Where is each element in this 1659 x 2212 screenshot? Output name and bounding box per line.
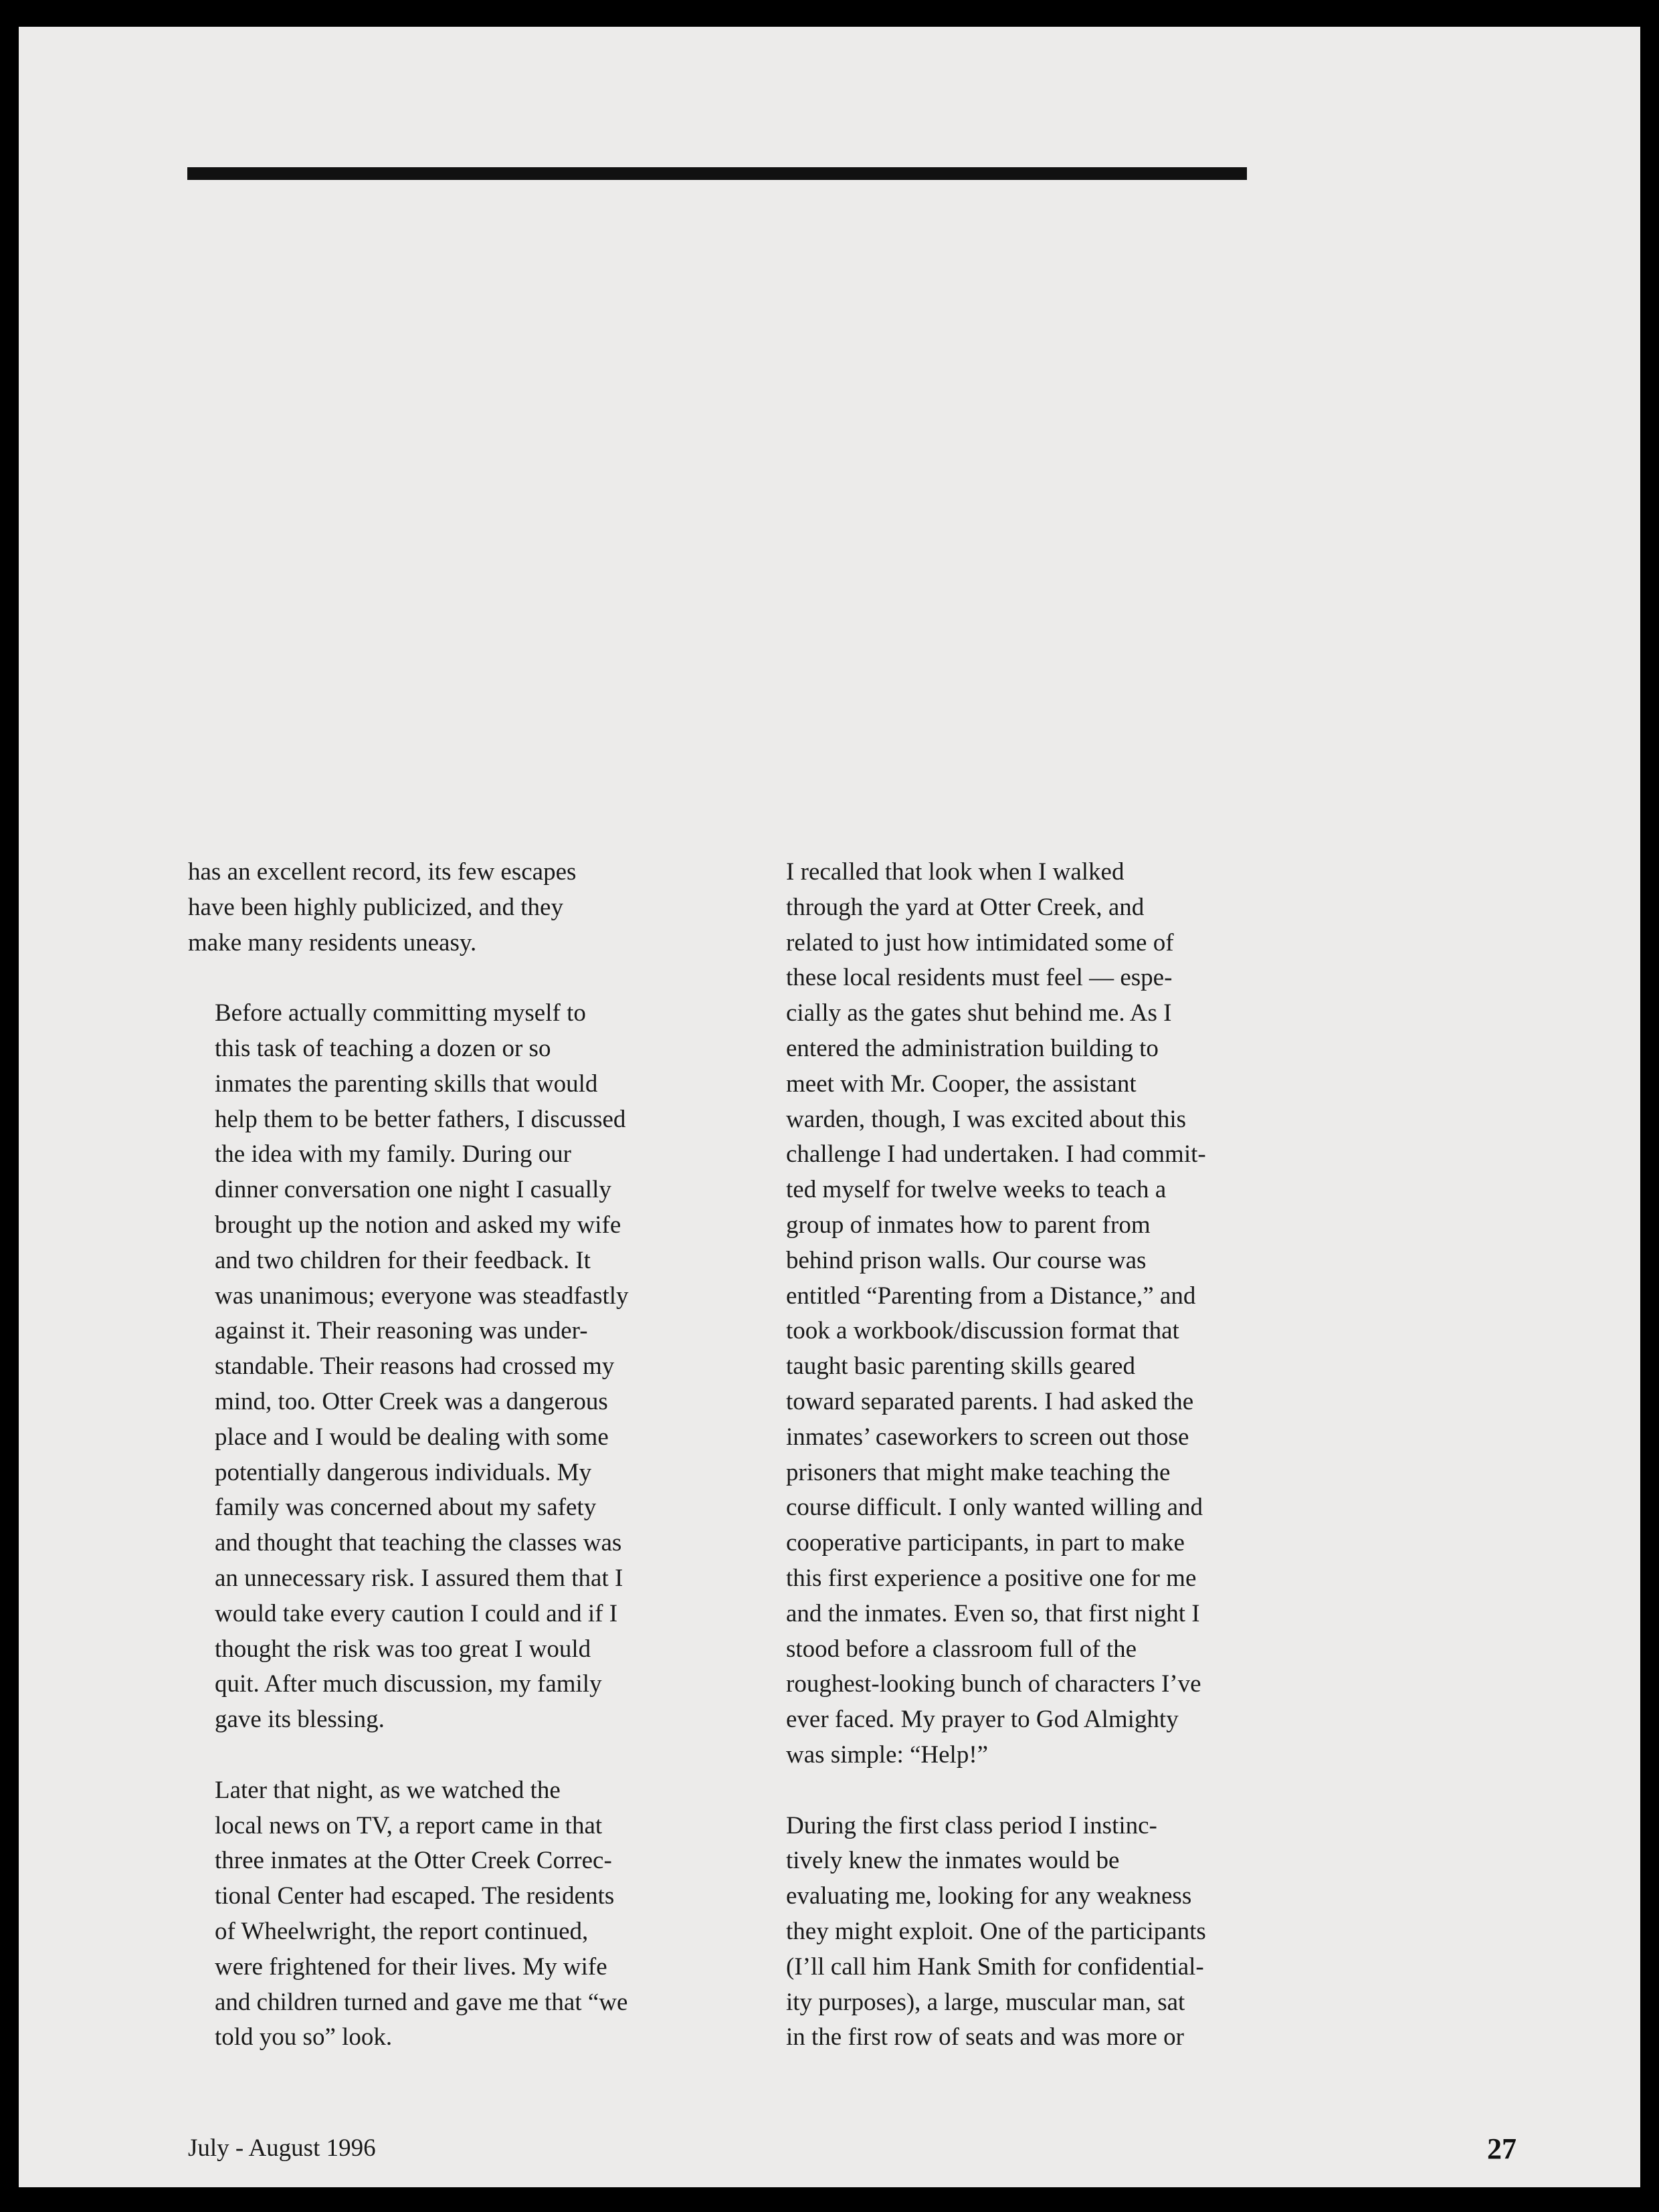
text-line: behind prison walls. Our course was bbox=[786, 1246, 1147, 1274]
text-line: local news on TV, a report came in that bbox=[215, 1811, 603, 1839]
text-line: dinner conversation one night I casually bbox=[215, 1176, 611, 1204]
text-line: mind, too. Otter Creek was a dangerous bbox=[215, 1387, 608, 1415]
text-line: has an excellent record, its few escapes bbox=[188, 858, 577, 886]
text-line: this task of teaching a dozen or so bbox=[215, 1034, 551, 1062]
text-line: through the yard at Otter Creek, and bbox=[786, 893, 1145, 921]
text-line: roughest-looking bunch of characters I’ve bbox=[786, 1670, 1201, 1698]
text-line: potentially dangerous individuals. My bbox=[215, 1458, 592, 1486]
text-line: taught basic parenting skills geared bbox=[786, 1352, 1135, 1381]
text-line: was unanimous; everyone was steadfastly bbox=[215, 1282, 629, 1310]
text-line: stood before a classroom full of the bbox=[786, 1635, 1137, 1663]
right-column bbox=[759, 855, 1228, 2091]
text-line: and the inmates. Even so, that first night I bbox=[786, 1599, 1200, 1627]
text-line: and children turned and gave me that “we bbox=[215, 1988, 628, 2016]
text-line: they might exploit. One of the participants bbox=[786, 1917, 1206, 1945]
text-line: related to just how intimidated some of bbox=[786, 928, 1174, 957]
text-line: During the first class period I instinc- bbox=[786, 1811, 1157, 1839]
text-line: course difficult. I only wanted willing and bbox=[786, 1494, 1203, 1522]
text-line: would take every caution I could and if I bbox=[215, 1599, 618, 1627]
paragraph bbox=[188, 1773, 656, 2055]
text-line: three inmates at the Otter Creek Correc- bbox=[215, 1847, 612, 1875]
text-line: help them to be better fathers, I discussed bbox=[215, 1105, 626, 1133]
text-line: make many residents uneasy. bbox=[188, 928, 477, 957]
text-line: gave its blessing. bbox=[215, 1706, 385, 1734]
text-line: quit. After much discussion, my family bbox=[215, 1670, 602, 1698]
text-line: entitled “Parenting from a Distance,” and bbox=[786, 1282, 1196, 1310]
text-line: and two children for their feedback. It bbox=[215, 1246, 591, 1274]
page-number: 27 bbox=[1487, 2132, 1517, 2165]
text-line: an unnecessary risk. I assured them that I bbox=[215, 1564, 623, 1592]
text-line: prisoners that might make teaching the bbox=[786, 1458, 1171, 1486]
magazine-page bbox=[19, 27, 1640, 2187]
text-line: warden, though, I was excited about this bbox=[786, 1105, 1187, 1133]
text-line: of Wheelwright, the report continued, bbox=[215, 1917, 589, 1945]
text-line: toward separated parents. I had asked the bbox=[786, 1387, 1194, 1415]
text-line: entered the administration building to bbox=[786, 1034, 1159, 1062]
text-line: was simple: “Help!” bbox=[786, 1740, 989, 1769]
paragraph bbox=[759, 855, 1228, 1773]
text-line: were frightened for their lives. My wife bbox=[215, 1952, 607, 1981]
text-line: (I’ll call him Hank Smith for confidential- bbox=[786, 1952, 1204, 1981]
text-line: inmates’ caseworkers to screen out those bbox=[786, 1423, 1189, 1451]
text-line: tively knew the inmates would be bbox=[786, 1847, 1120, 1875]
text-line: challenge I had undertaken. I had commit- bbox=[786, 1140, 1206, 1169]
text-line: cooperative participants, in part to make bbox=[786, 1529, 1185, 1557]
text-line: Before actually committing myself to bbox=[215, 999, 586, 1027]
text-line: ity purposes), a large, muscular man, sat bbox=[786, 1988, 1185, 2016]
text-line: place and I would be dealing with some bbox=[215, 1423, 609, 1451]
left-column bbox=[188, 855, 656, 2091]
paragraph bbox=[759, 1809, 1228, 2056]
text-line: brought up the notion and asked my wife bbox=[215, 1211, 621, 1239]
text-line: told you so” look. bbox=[215, 2023, 393, 2051]
text-line: group of inmates how to parent from bbox=[786, 1211, 1151, 1239]
text-line: in the first row of seats and was more or bbox=[786, 2023, 1184, 2051]
paragraph bbox=[188, 855, 656, 961]
text-line: against it. Their reasoning was under- bbox=[215, 1317, 588, 1345]
text-line: tional Center had escaped. The residents bbox=[215, 1882, 615, 1910]
header-rule bbox=[187, 167, 1247, 180]
text-line: ted myself for twelve weeks to teach a bbox=[786, 1176, 1167, 1204]
text-line: inmates the parenting skills that would bbox=[215, 1070, 598, 1098]
text-line: took a workbook/discussion format that bbox=[786, 1317, 1179, 1345]
text-line: standable. Their reasons had crossed my bbox=[215, 1352, 615, 1381]
text-line: meet with Mr. Cooper, the assistant bbox=[786, 1070, 1137, 1098]
text-line: Later that night, as we watched the bbox=[215, 1776, 561, 1804]
text-line: the idea with my family. During our bbox=[215, 1140, 571, 1169]
text-line: family was concerned about my safety bbox=[215, 1494, 597, 1522]
text-line: cially as the gates shut behind me. As I bbox=[786, 999, 1172, 1027]
text-line: I recalled that look when I walked bbox=[786, 858, 1125, 886]
text-line: and thought that teaching the classes was bbox=[215, 1529, 622, 1557]
text-line: these local residents must feel — espe- bbox=[786, 964, 1173, 992]
paragraph bbox=[188, 996, 656, 1738]
text-line: this first experience a positive one for me bbox=[786, 1564, 1197, 1592]
text-line: thought the risk was too great I would bbox=[215, 1635, 591, 1663]
text-line: have been highly publicized, and they bbox=[188, 893, 563, 921]
text-line: ever faced. My prayer to God Almighty bbox=[786, 1706, 1179, 1734]
text-line: evaluating me, looking for any weakness bbox=[786, 1882, 1192, 1910]
footer-date: July - August 1996 bbox=[188, 2134, 376, 2162]
